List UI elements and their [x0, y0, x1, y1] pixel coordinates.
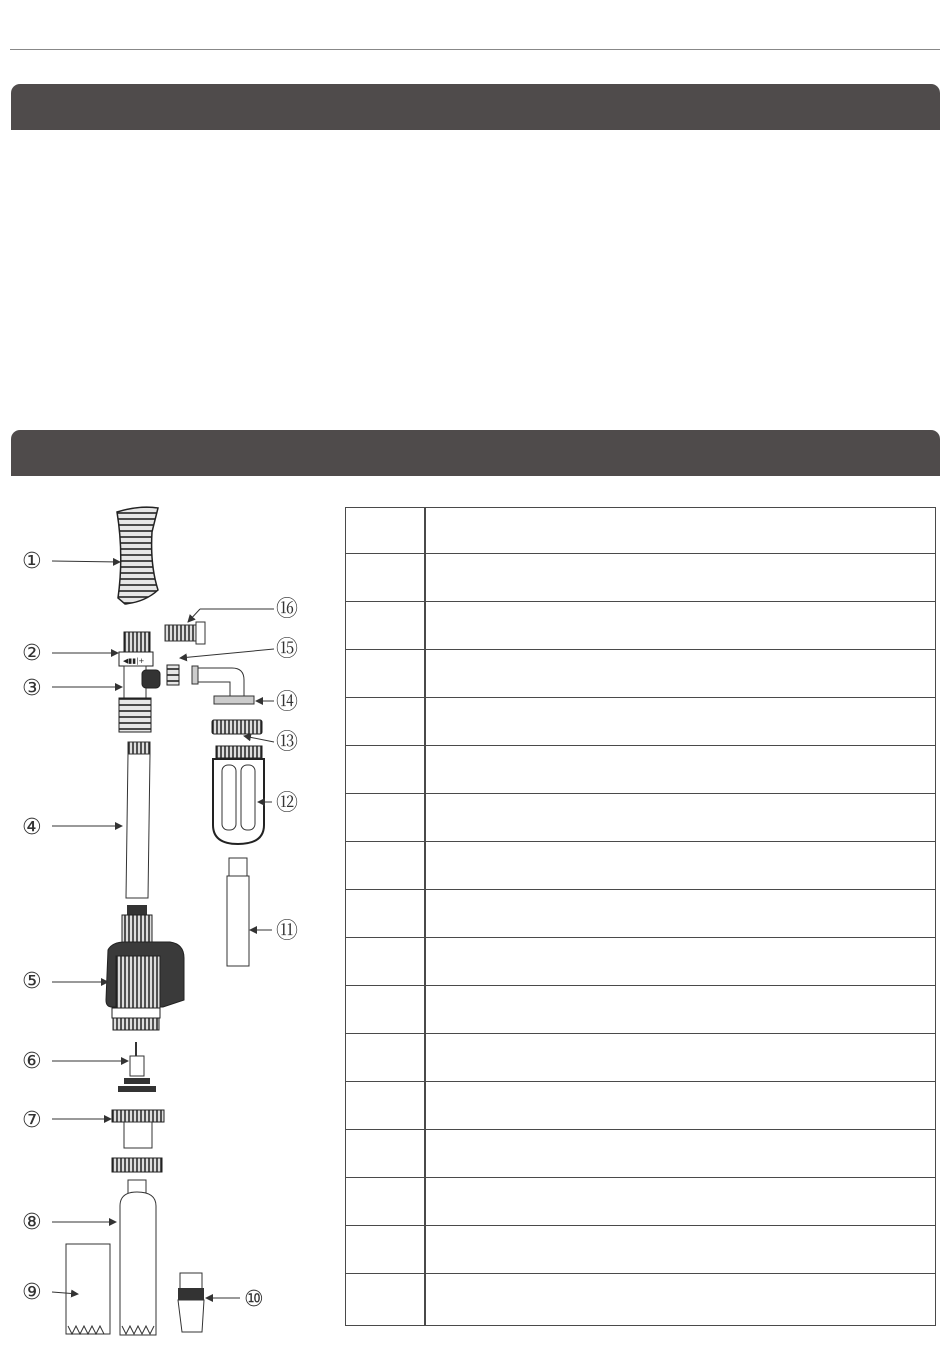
cell-description [425, 554, 936, 602]
table-row [346, 1274, 936, 1326]
table-row [346, 554, 936, 602]
part-8-cartridge [120, 1180, 156, 1335]
cell-no [346, 1274, 426, 1326]
table-row [346, 1034, 936, 1082]
cell-no [346, 1178, 426, 1226]
cell-description [425, 1130, 936, 1178]
cell-no [346, 1034, 426, 1082]
table-row [346, 794, 936, 842]
cell-no [346, 1082, 426, 1130]
callout-10: ⑩ [244, 1287, 264, 1312]
part-9-sponge [66, 1244, 110, 1334]
callout-11: ⑪ [276, 919, 299, 944]
cell-description [425, 842, 936, 890]
cell-description [425, 938, 936, 986]
callout-15: ⑮ [276, 637, 299, 662]
cell-description [425, 1226, 936, 1274]
part-11-tube [227, 858, 249, 966]
part-14-elbow [192, 666, 254, 704]
section-banner-1 [11, 84, 940, 130]
callout-13: ⑬ [276, 730, 299, 755]
cell-no [346, 698, 426, 746]
part-15-nut [167, 665, 179, 685]
cell-description [425, 890, 936, 938]
exploded-parts-diagram [0, 480, 340, 1363]
table-row [346, 746, 936, 794]
table-row [346, 602, 936, 650]
cell-no [346, 842, 426, 890]
part-4-pipe [126, 742, 150, 898]
cell-description [425, 1178, 936, 1226]
cell-no [346, 986, 426, 1034]
table-row [346, 1082, 936, 1130]
cell-no [346, 1130, 426, 1178]
table-row [346, 650, 936, 698]
part-7-cover [112, 1110, 164, 1148]
cell-no [346, 938, 426, 986]
cell-description [425, 698, 936, 746]
part-5-pump-housing [106, 905, 184, 1030]
part-2-3-valve-body [119, 632, 160, 732]
part-6-impeller [118, 1042, 156, 1092]
cell-description [425, 1274, 936, 1326]
table-row [346, 1130, 936, 1178]
table-header-row [346, 508, 936, 554]
table-row [346, 986, 936, 1034]
cell-no [346, 1226, 426, 1274]
cell-no [346, 554, 426, 602]
part-13-ring [212, 720, 262, 734]
table-row [346, 890, 936, 938]
table-row [346, 1226, 936, 1274]
cell-description [425, 986, 936, 1034]
cell-description [425, 746, 936, 794]
cell-description [425, 794, 936, 842]
cell-no [346, 746, 426, 794]
cell-no [346, 650, 426, 698]
table-row [346, 842, 936, 890]
header-cell-no [346, 508, 426, 554]
callout-2: ② [22, 641, 42, 666]
callout-7: ⑦ [22, 1108, 42, 1133]
callout-8: ⑧ [22, 1210, 42, 1235]
section-banner-2 [11, 430, 940, 476]
callout-3: ③ [22, 676, 42, 701]
callout-6: ⑥ [22, 1049, 42, 1074]
table-row [346, 1178, 936, 1226]
cell-no [346, 602, 426, 650]
part-16-hose-tail [165, 622, 205, 644]
top-rule [10, 49, 940, 50]
cell-description [425, 650, 936, 698]
callout-9: ⑨ [22, 1280, 42, 1305]
cell-description [425, 1082, 936, 1130]
cell-description [425, 1034, 936, 1082]
table-row [346, 938, 936, 986]
callout-4: ④ [22, 815, 42, 840]
parts-table [345, 507, 936, 1326]
cell-description [425, 602, 936, 650]
part-1-corrugated-intake [117, 507, 158, 604]
svg-text:◀▮▮|+: ◀▮▮|+ [123, 657, 145, 665]
callout-14: ⑭ [276, 690, 299, 715]
header-cell-description [425, 508, 936, 554]
callout-5: ⑤ [22, 969, 42, 994]
callout-16: ⑯ [276, 597, 299, 622]
callout-12: ⑫ [276, 791, 299, 816]
part-10-nozzle [178, 1273, 204, 1332]
callout-1: ① [22, 549, 42, 574]
part-12-canister [213, 746, 264, 844]
intake-ring [112, 1158, 162, 1172]
cell-no [346, 794, 426, 842]
cell-no [346, 890, 426, 938]
table-row [346, 698, 936, 746]
